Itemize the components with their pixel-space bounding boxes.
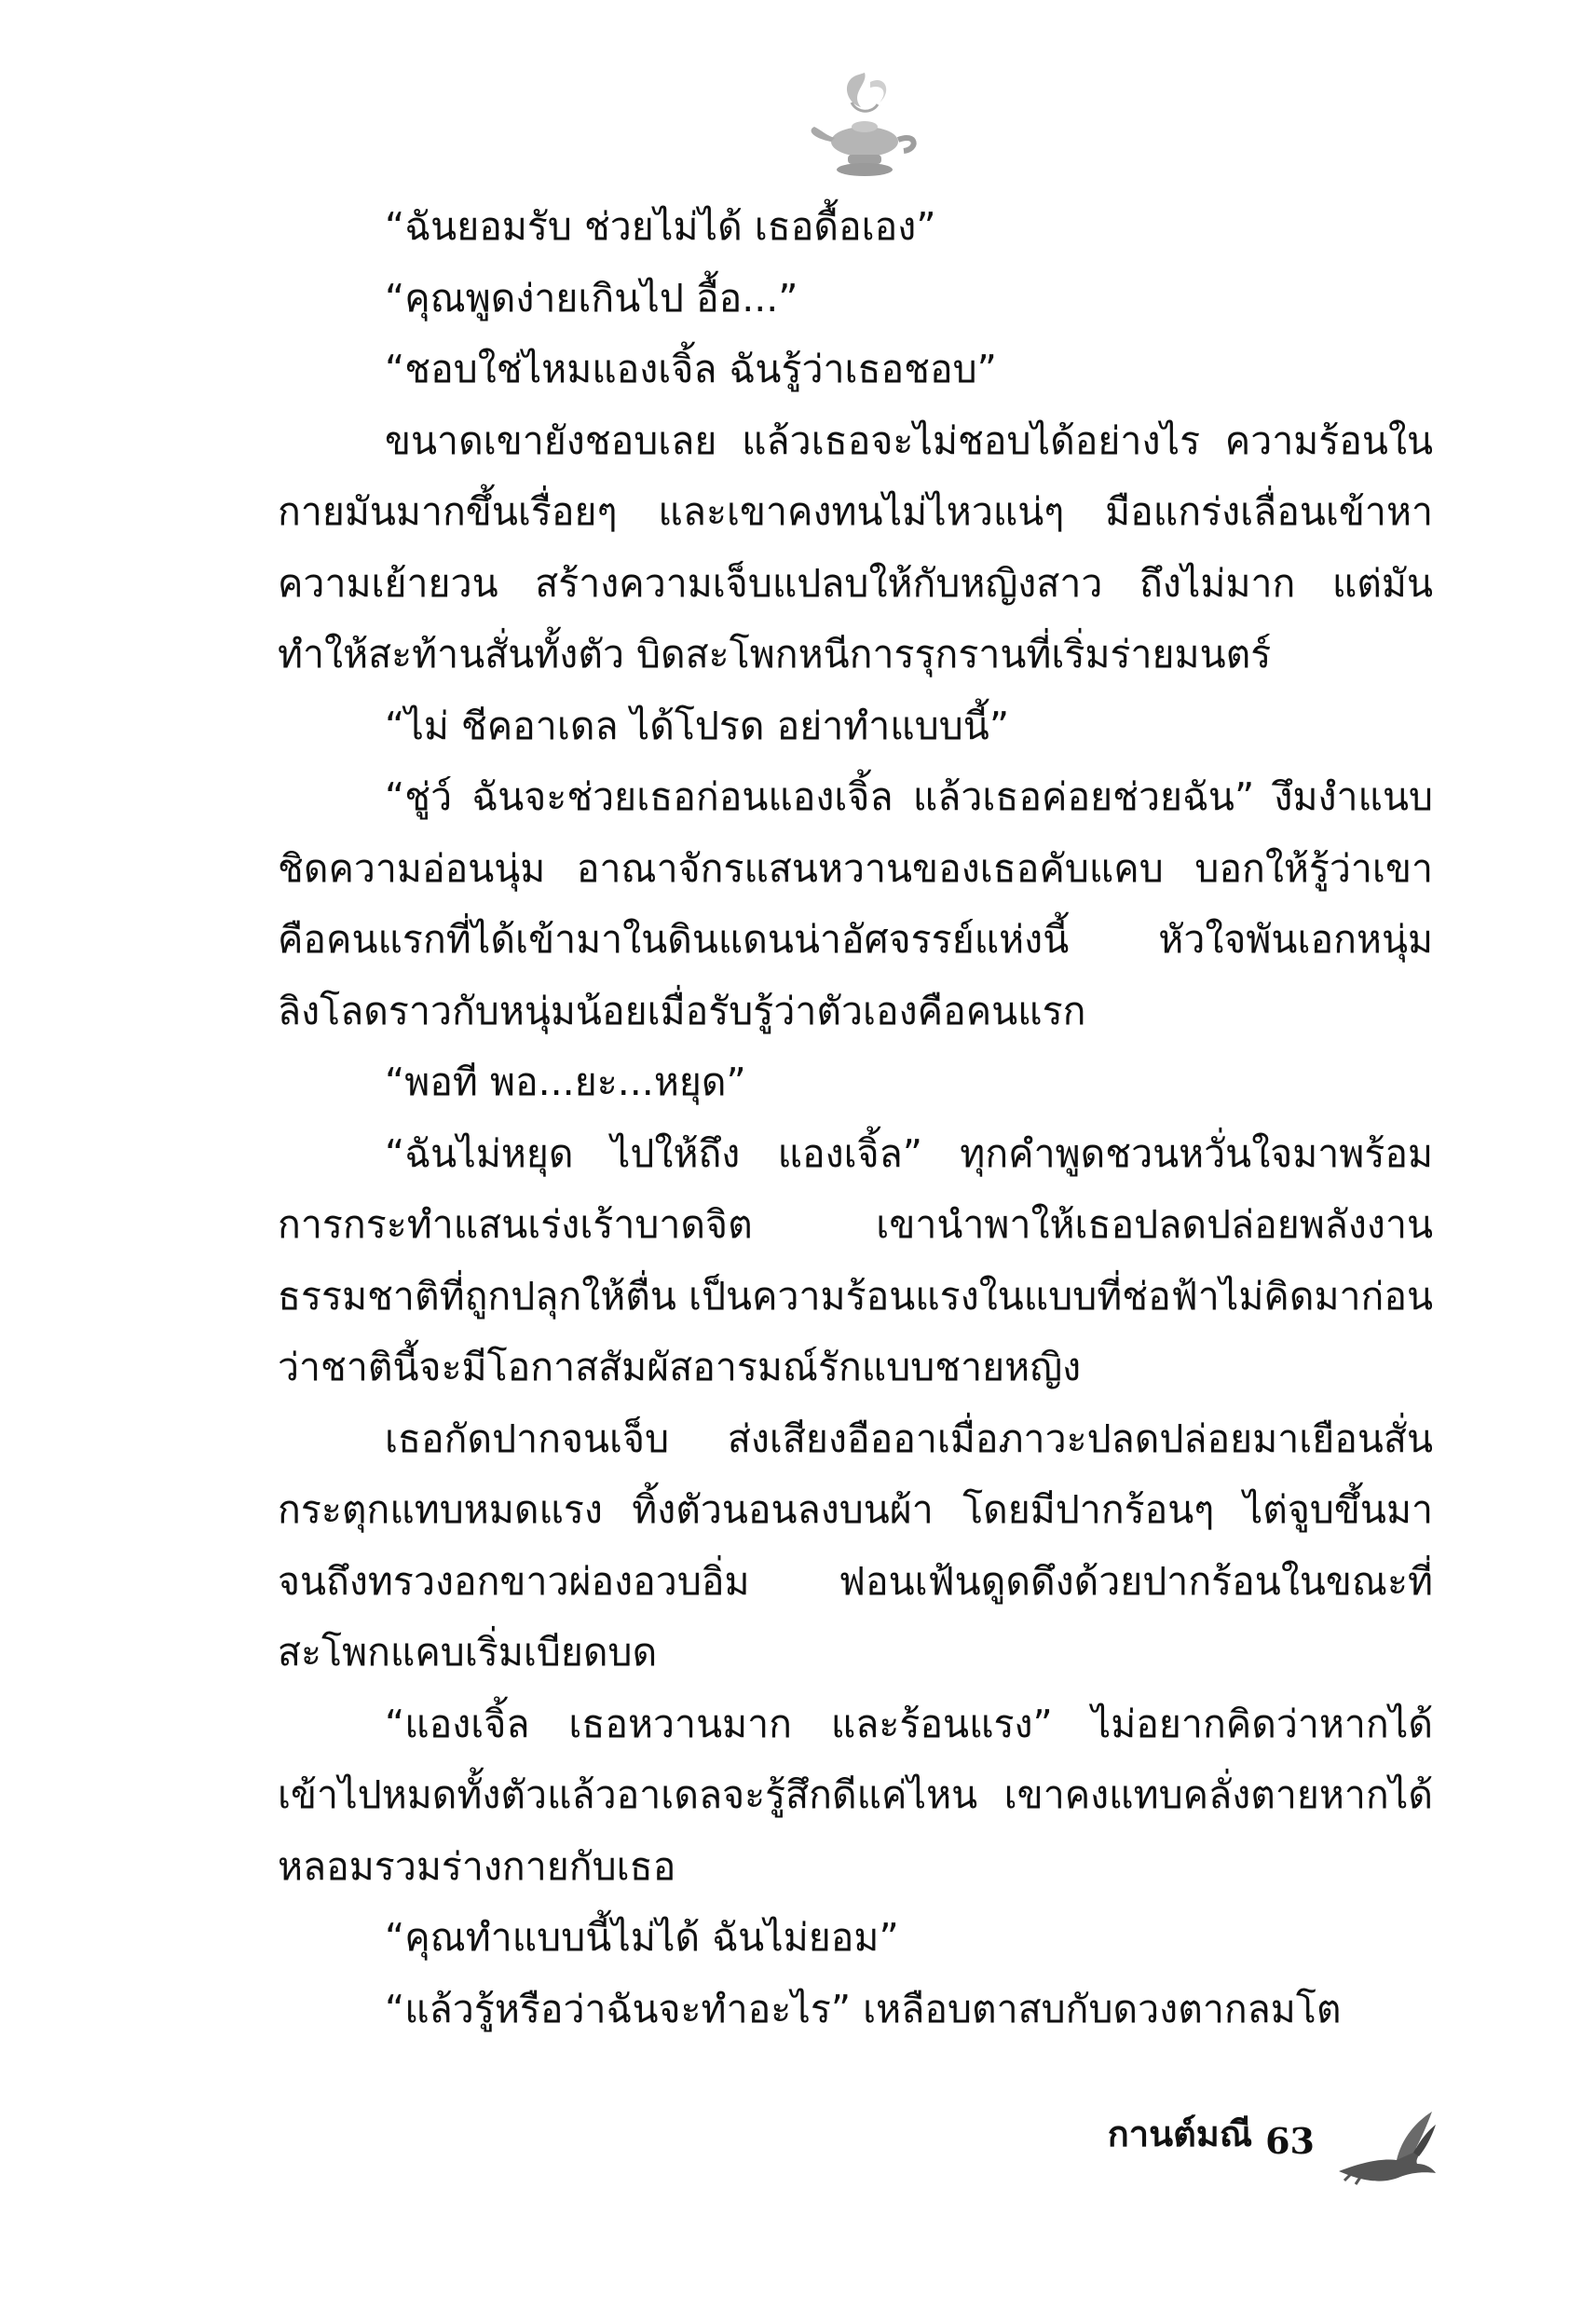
paragraph: เธอกัดปากจนเจ็บ ส่งเสียงอืออาเมื่อภาวะปลดปล่อยมาเยือนสั่นกระตุกแทบหมดแรง ทิ้งตัวนอนลงบนผ้า โดยมีปากร้อนๆ ไต่จูบขึ้นมาจนถึงทรวงอกขาวผ่องอวบอิ่ม ฟอนเฟ้นดูดดึงด้วยปากร้อนในขณะที่สะโพกแคบเริ่มเบียดบด xyxy=(278,1415,1433,1675)
paragraph: “ไม่ ชีคอาเดล ได้โปรด อย่าทำแบบนี้” xyxy=(385,703,1010,748)
paragraph: “คุณพูดง่ายเกินไป อื้อ...” xyxy=(385,275,798,321)
book-title: กานต์มณี xyxy=(1107,2113,1253,2154)
eagle-icon xyxy=(1335,2106,1438,2190)
paragraph: “แองเจิ้ล เธอหวานมาก และร้อนแรง” ไม่อยากคิดว่าหากได้เข้าไปหมดทั้งตัวแล้วอาเดลจะรู้สึกดีแค่ไหน เขาคงแทบคลั่งตายหากได้หลอมรวมร่างกายกับเธอ xyxy=(278,1701,1433,1889)
paragraph: ขนาดเขายังชอบเลย แล้วเธอจะไม่ชอบได้อย่างไร ความร้อนในกายมันมากขึ้นเรื่อยๆ และเขาคงทนไม่ไหวแน่ๆ มือแกร่งเลื่อนเข้าหาความเย้ายวน สร้างความเจ็บแปลบให้กับหญิงสาว ถึงไม่มาก แต่มันทำให้สะท้านสั่นทั้งตัว บิดสะโพกหนีการรุกรานที่เริ่มร่ายมนตร์ xyxy=(278,417,1433,677)
paragraph: “ฉันไม่หยุด ไปให้ถึง แองเจิ้ล” ทุกคำพูดชวนหวั่นใจมาพร้อมการกระทำแสนเร่งเร้าบาดจิต เขานำพาให้เธอปลดปล่อยพลังงานธรรมชาติที่ถูกปลุกให้ตื่น เป็นความร้อนแรงในแบบที่ช่อฟ้าไม่คิดมาก่อนว่าชาตินี้จะมีโอกาสสัมผัสอารมณ์รักแบบชายหญิง xyxy=(278,1130,1433,1389)
paragraph: “แล้วรู้หรือว่าฉันจะทำอะไร” เหลือบตาสบกับดวงตากลมโต xyxy=(385,1986,1342,2031)
page-footer xyxy=(1108,2087,1438,2190)
paragraph: “ฉันยอมรับ ช่วยไม่ได้ เธอดื้อเอง” xyxy=(385,204,936,249)
page-number: 63 xyxy=(1265,2120,1315,2162)
paragraph: “ชู่ว์ ฉันจะช่วยเธอก่อนแองเจิ้ล แล้วเธอค่อยช่วยฉัน” งึมงำแนบชิดความอ่อนนุ่ม อาณาจักรแสนหวานของเธอคับแคบ บอกให้รู้ว่าเขาคือคนแรกที่ได้เข้ามาในดินแดนน่าอัศจรรย์แห่งนี้ หัวใจพันเอกหนุ่มลิงโลดราวกับหนุ่มน้อยเมื่อรับรู้ว่าตัวเองคือคนแรก xyxy=(278,774,1433,1033)
magic-lamp-icon xyxy=(803,65,924,186)
body-text xyxy=(278,191,1433,2044)
paragraph: “พอที พอ...ยะ...หยุด” xyxy=(385,1060,746,1104)
paragraph: “คุณทำแบบนี้ไม่ได้ ฉันไม่ยอม” xyxy=(385,1915,899,1960)
paragraph: “ชอบใช่ไหมแองเจิ้ล ฉันรู้ว่าเธอชอบ” xyxy=(385,347,997,391)
